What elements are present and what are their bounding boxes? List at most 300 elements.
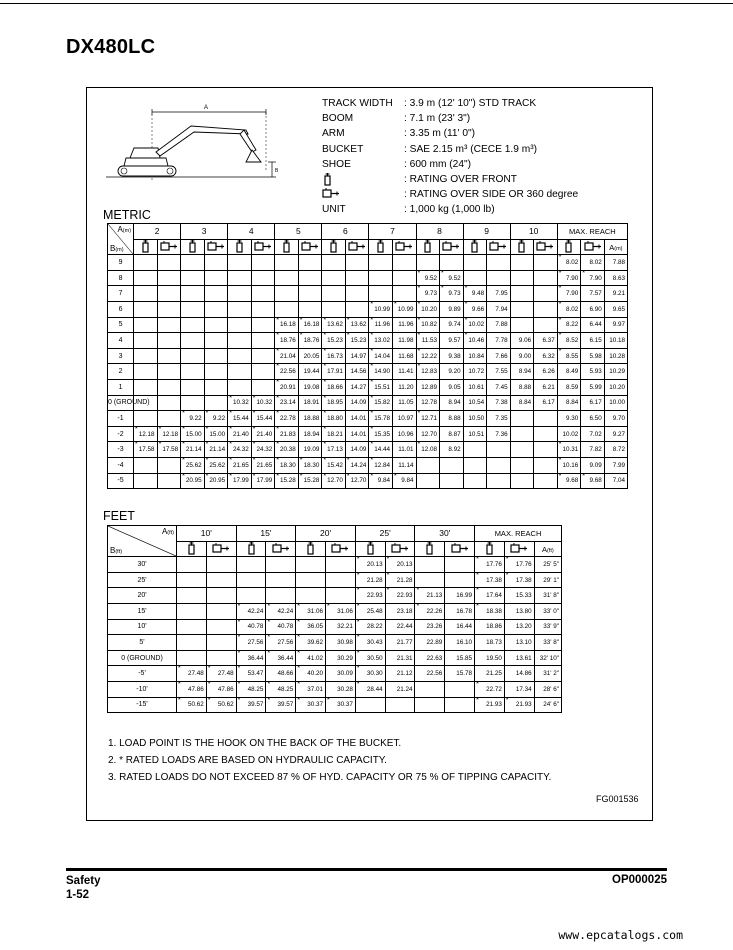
hydraulic-marker: * xyxy=(205,456,209,464)
load-cell xyxy=(385,588,415,604)
load-cell xyxy=(416,348,440,364)
load-cell xyxy=(322,411,346,427)
load-value: 14.09 xyxy=(350,399,367,407)
table-row xyxy=(108,666,562,682)
load-value: 9.09 xyxy=(589,461,602,469)
load-value: 10.16 xyxy=(562,461,579,469)
load-value: 13.62 xyxy=(327,321,343,329)
side-rating-icon xyxy=(536,241,554,252)
load-cell xyxy=(534,426,558,442)
hydraulic-marker: * xyxy=(276,410,279,418)
load-value: 19.50 xyxy=(486,654,502,662)
height-label: 30' xyxy=(108,557,177,573)
load-cell xyxy=(475,697,505,713)
load-cell xyxy=(134,426,158,442)
load-value: 15.00 xyxy=(185,430,202,438)
load-value: 9.27 xyxy=(612,430,625,438)
load-value: 10.31 xyxy=(562,446,579,454)
load-cell xyxy=(326,650,356,666)
load-cell xyxy=(134,348,158,364)
table-row xyxy=(108,681,562,697)
hydraulic-marker: * xyxy=(237,680,241,688)
load-cell xyxy=(345,411,369,427)
load-cell xyxy=(236,572,266,588)
load-cell xyxy=(440,379,464,395)
load-cell xyxy=(440,411,464,427)
height-label: 4 xyxy=(108,333,134,349)
hydraulic-marker: * xyxy=(276,456,279,464)
load-cell xyxy=(181,426,205,442)
load-cell xyxy=(345,442,369,458)
load-value: 24.32 xyxy=(256,446,273,454)
load-value: 9.20 xyxy=(448,368,461,376)
load-cell xyxy=(251,301,275,317)
a-axis-unit: (m) xyxy=(122,228,132,234)
load-cell xyxy=(510,473,534,489)
load-cell xyxy=(604,255,627,271)
hydraulic-marker: * xyxy=(323,378,327,386)
load-cell xyxy=(204,348,228,364)
load-value: 8.02 xyxy=(565,305,579,313)
reach-column-header: 25' xyxy=(355,526,415,542)
load-cell xyxy=(204,426,228,442)
load-value: 11.96 xyxy=(374,321,390,329)
load-value: 40.78 xyxy=(247,623,264,631)
hydraulic-marker: * xyxy=(393,300,397,308)
load-value: 32' 10" xyxy=(539,654,559,662)
load-cell xyxy=(251,379,275,395)
hydraulic-marker: * xyxy=(299,456,303,464)
hydraulic-marker: * xyxy=(346,332,350,340)
load-cell xyxy=(204,395,228,411)
hydraulic-marker: * xyxy=(205,472,209,480)
load-value: 16.18 xyxy=(280,321,296,329)
spec-row xyxy=(322,158,578,173)
table-row xyxy=(108,411,628,427)
load-cell xyxy=(322,473,346,489)
load-cell xyxy=(345,348,369,364)
load-cell xyxy=(345,379,369,395)
load-cell xyxy=(181,333,205,349)
load-value: 28.22 xyxy=(366,623,383,631)
load-cell xyxy=(475,572,505,588)
load-cell xyxy=(266,588,296,604)
load-value: 17.13 xyxy=(327,446,343,454)
side-rating-cell xyxy=(581,239,605,255)
load-cell xyxy=(157,473,181,489)
load-cell xyxy=(326,588,356,604)
load-value: 33' 9" xyxy=(543,623,559,631)
load-cell xyxy=(504,619,534,635)
load-cell xyxy=(416,395,440,411)
hydraulic-marker: * xyxy=(386,571,390,579)
hydraulic-marker: * xyxy=(370,472,374,480)
load-cell xyxy=(534,379,558,395)
hydraulic-marker: * xyxy=(441,269,444,277)
notes xyxy=(108,736,551,786)
load-value: 16.99 xyxy=(456,592,473,600)
spec-label: BOOM xyxy=(322,113,354,125)
load-cell xyxy=(463,411,487,427)
load-cell xyxy=(463,364,487,380)
hydraulic-marker: * xyxy=(370,332,374,340)
load-value: 9.22 xyxy=(212,414,226,422)
load-cell xyxy=(463,395,487,411)
load-value: 23.14 xyxy=(280,399,296,407)
hydraulic-marker: * xyxy=(370,316,374,324)
side-rating-cell xyxy=(298,239,322,255)
load-cell xyxy=(251,442,275,458)
front-rating-cell xyxy=(557,239,581,255)
load-value: 11.68 xyxy=(398,352,414,360)
load-value: 8.88 xyxy=(448,414,461,422)
reach-column-header: 9 xyxy=(463,224,510,240)
load-value: 10.84 xyxy=(468,352,485,360)
load-cell xyxy=(355,650,385,666)
load-value: 8.59 xyxy=(565,383,579,391)
load-value: 10.29 xyxy=(609,368,625,376)
load-value: 6.50 xyxy=(589,414,602,422)
hydraulic-marker: * xyxy=(558,316,562,324)
height-label: 7 xyxy=(108,286,134,302)
b-dimension-label: B xyxy=(275,168,279,174)
table-row xyxy=(108,650,562,666)
load-value: 22.44 xyxy=(396,623,413,631)
load-value: 33' 0" xyxy=(543,607,559,615)
load-cell xyxy=(416,457,440,473)
watermark: www.epcatalogs.com xyxy=(558,928,683,942)
load-cell xyxy=(392,442,416,458)
load-value: 9.21 xyxy=(612,290,625,298)
load-cell xyxy=(463,255,487,271)
load-cell xyxy=(355,635,385,651)
side-rating-cell xyxy=(504,541,534,557)
load-value: 27.48 xyxy=(188,670,204,678)
load-cell xyxy=(298,395,322,411)
load-value: 8.52 xyxy=(565,336,579,344)
height-label: 8 xyxy=(108,270,134,286)
load-cell xyxy=(581,317,605,333)
load-value: 7.38 xyxy=(495,399,508,407)
load-value: 14.01 xyxy=(350,414,367,422)
load-value: 7.35 xyxy=(495,414,508,422)
load-value: 53.47 xyxy=(247,670,264,678)
load-value: 20.13 xyxy=(366,560,383,568)
load-cell xyxy=(236,635,266,651)
load-value: 9.38 xyxy=(448,352,461,360)
load-value: 17.64 xyxy=(486,592,502,600)
hydraulic-marker: * xyxy=(229,456,232,464)
a-axis-text: A xyxy=(161,527,168,536)
load-cell xyxy=(463,286,487,302)
load-cell xyxy=(298,473,322,489)
load-cell xyxy=(236,557,266,573)
load-cell xyxy=(487,442,511,458)
hydraulic-marker: * xyxy=(505,696,509,704)
a-axis-text: A xyxy=(117,225,123,234)
front-rating-cell xyxy=(236,541,266,557)
max-reach-header: MAX. REACH xyxy=(475,526,562,542)
load-value: 42.24 xyxy=(247,607,264,615)
load-cell xyxy=(557,411,581,427)
load-cell xyxy=(557,364,581,380)
load-cell xyxy=(275,301,299,317)
load-cell xyxy=(445,697,475,713)
load-cell xyxy=(157,333,181,349)
load-cell xyxy=(322,457,346,473)
note-3: 3. RATED LOADS DO NOT EXCEED 87 % OF HYD. CAPACITY OR 75 % OF TIPPING CAPACITY. xyxy=(108,771,552,783)
load-cell xyxy=(296,635,326,651)
load-cell xyxy=(322,364,346,380)
load-cell xyxy=(475,619,505,635)
hydraulic-marker: * xyxy=(416,602,420,610)
load-cell xyxy=(206,681,236,697)
load-value: 23.26 xyxy=(426,623,443,631)
load-cell xyxy=(504,650,534,666)
load-cell xyxy=(134,255,158,271)
hydraulic-marker: * xyxy=(558,254,562,262)
load-cell xyxy=(296,572,326,588)
load-cell xyxy=(298,379,322,395)
load-value: 21.65 xyxy=(256,461,273,469)
hydraulic-marker: * xyxy=(297,602,300,610)
spec-row xyxy=(322,173,578,188)
table-row xyxy=(108,588,562,604)
feet-title: FEET xyxy=(103,509,135,523)
front-rating-cell xyxy=(475,541,505,557)
load-cell xyxy=(445,619,475,635)
hydraulic-marker: * xyxy=(267,618,271,626)
load-cell xyxy=(534,557,561,573)
load-cell xyxy=(157,301,181,317)
note-2: 2. * RATED LOADS ARE BASED ON HYDRAULIC CAPACITY. xyxy=(108,754,387,766)
load-value: 15.82 xyxy=(374,399,390,407)
hydraulic-marker: * xyxy=(252,456,256,464)
load-value: 6.90 xyxy=(589,305,602,313)
load-value: 7.57 xyxy=(589,290,602,298)
load-cell xyxy=(181,348,205,364)
load-cell xyxy=(510,348,534,364)
load-cell xyxy=(581,457,605,473)
load-value: 13.80 xyxy=(515,607,532,615)
load-cell xyxy=(251,348,275,364)
load-value: 15.78 xyxy=(374,414,390,422)
load-cell xyxy=(369,317,393,333)
load-cell xyxy=(251,333,275,349)
load-value: 10.61 xyxy=(468,383,485,391)
load-cell xyxy=(510,286,534,302)
b-axis-text: B xyxy=(110,244,116,254)
front-rating-cell xyxy=(463,239,487,255)
load-value: 10.97 xyxy=(397,414,414,422)
spec-value: : RATING OVER FRONT xyxy=(404,173,518,185)
load-cell xyxy=(251,286,275,302)
load-cell xyxy=(204,442,228,458)
side-rating-icon xyxy=(395,241,413,252)
load-value: 9.52 xyxy=(424,274,438,282)
load-cell xyxy=(581,379,605,395)
load-cell xyxy=(604,286,627,302)
reach-distance-header xyxy=(604,239,627,255)
load-value: 7.90 xyxy=(589,274,602,282)
load-cell xyxy=(204,411,228,427)
hydraulic-marker: * xyxy=(356,634,360,642)
front-rating-cell xyxy=(415,541,445,557)
table-row xyxy=(108,301,628,317)
reach-column-header: 10 xyxy=(510,224,557,240)
reach-column-header: 15' xyxy=(236,526,296,542)
front-rating-icon xyxy=(375,240,386,253)
load-value: 20.91 xyxy=(280,383,296,391)
load-cell xyxy=(134,317,158,333)
load-value: 10.82 xyxy=(421,321,438,329)
load-cell xyxy=(415,588,445,604)
load-cell xyxy=(557,286,581,302)
load-cell xyxy=(296,588,326,604)
load-value: 12.89 xyxy=(421,383,438,391)
front-rating-icon xyxy=(246,542,257,555)
load-value: 10.46 xyxy=(468,336,485,344)
load-cell xyxy=(296,681,326,697)
hydraulic-marker: * xyxy=(327,696,330,704)
height-label: 6 xyxy=(108,301,134,317)
table-row xyxy=(108,457,628,473)
table-row xyxy=(108,603,562,619)
load-cell xyxy=(345,457,369,473)
load-cell xyxy=(177,619,207,635)
side-rating-icon xyxy=(254,241,272,252)
load-cell xyxy=(487,473,511,489)
table-row xyxy=(108,473,628,489)
load-cell xyxy=(322,270,346,286)
load-value: 20.05 xyxy=(303,352,320,360)
height-label: -1 xyxy=(108,411,134,427)
figure-id: FG001536 xyxy=(596,794,639,804)
load-value: 18.76 xyxy=(280,336,296,344)
reach-distance-text: A xyxy=(609,242,615,252)
load-cell xyxy=(369,379,393,395)
load-value: 48.25 xyxy=(247,685,264,693)
load-value: 39.57 xyxy=(277,701,294,709)
side-rating-cell xyxy=(204,239,228,255)
load-cell xyxy=(322,395,346,411)
front-rating-icon xyxy=(516,240,527,253)
load-value: 9.30 xyxy=(565,414,579,422)
load-cell xyxy=(228,457,252,473)
load-value: 22.63 xyxy=(426,654,443,662)
load-cell xyxy=(134,333,158,349)
hydraulic-marker: * xyxy=(370,394,374,402)
load-value: 40.20 xyxy=(307,670,324,678)
hydraulic-marker: * xyxy=(297,696,300,704)
load-value: 10.51 xyxy=(468,430,485,438)
load-cell xyxy=(275,317,299,333)
load-cell xyxy=(298,286,322,302)
load-cell xyxy=(266,572,296,588)
load-cell xyxy=(504,572,534,588)
height-label: 5' xyxy=(108,635,177,651)
load-value: 7.66 xyxy=(495,352,508,360)
load-value: 50.62 xyxy=(217,701,234,709)
hydraulic-marker: * xyxy=(356,587,360,595)
load-cell xyxy=(275,379,299,395)
load-value: 21.65 xyxy=(232,461,249,469)
load-value: 9.73 xyxy=(448,290,461,298)
load-cell xyxy=(581,395,605,411)
load-cell xyxy=(534,255,558,271)
load-value: 22.56 xyxy=(426,670,443,678)
load-cell xyxy=(557,255,581,271)
hydraulic-marker: * xyxy=(158,441,162,449)
hydraulic-marker: * xyxy=(299,472,303,480)
hydraulic-marker: * xyxy=(417,285,421,293)
hydraulic-marker: * xyxy=(323,472,327,480)
table-row xyxy=(108,333,628,349)
front-rating-cell xyxy=(181,239,205,255)
side-rating-icon xyxy=(442,241,460,252)
load-cell xyxy=(236,697,266,713)
load-cell xyxy=(298,270,322,286)
spec-label: TRACK WIDTH xyxy=(322,98,393,109)
load-cell xyxy=(534,697,561,713)
a-axis-label xyxy=(117,225,131,234)
hydraulic-marker: * xyxy=(346,456,350,464)
load-cell xyxy=(298,426,322,442)
load-value: 22.93 xyxy=(396,592,413,600)
hydraulic-marker: * xyxy=(356,665,360,673)
hydraulic-marker: * xyxy=(297,649,300,657)
hydraulic-marker: * xyxy=(323,316,327,324)
load-cell xyxy=(206,572,236,588)
load-value: 18.76 xyxy=(303,336,320,344)
hydraulic-marker: * xyxy=(237,649,241,657)
hydraulic-marker: * xyxy=(237,696,241,704)
load-cell xyxy=(440,255,464,271)
load-cell xyxy=(534,681,561,697)
load-value: 10.18 xyxy=(609,336,625,344)
hydraulic-marker: * xyxy=(505,571,509,579)
hydraulic-marker: * xyxy=(299,316,303,324)
load-value: 6.17 xyxy=(589,399,602,407)
hydraulic-marker: * xyxy=(276,425,279,433)
load-cell xyxy=(326,557,356,573)
load-cell xyxy=(487,301,511,317)
load-value: 14.27 xyxy=(350,383,367,391)
load-cell xyxy=(463,379,487,395)
load-value: 8.88 xyxy=(518,383,532,391)
hydraulic-marker: * xyxy=(267,649,271,657)
load-value: 21.14 xyxy=(185,446,202,454)
load-value: 17.99 xyxy=(256,477,273,485)
load-value: 27.48 xyxy=(217,670,234,678)
height-label: 25' xyxy=(108,572,177,588)
load-cell xyxy=(487,379,511,395)
load-cell xyxy=(440,301,464,317)
spec-value: : 3.35 m (11' 0") xyxy=(404,128,476,140)
load-cell xyxy=(157,379,181,395)
load-value: 10.99 xyxy=(397,305,414,313)
front-rating-cell xyxy=(177,541,207,557)
load-value: 36.44 xyxy=(277,654,294,662)
load-cell xyxy=(504,588,534,604)
load-value: 16.10 xyxy=(456,638,473,646)
reach-distance-header xyxy=(534,541,561,557)
load-cell xyxy=(266,666,296,682)
load-cell xyxy=(181,442,205,458)
metric-title: METRIC xyxy=(103,208,151,222)
load-cell xyxy=(134,270,158,286)
front-rating-icon xyxy=(322,173,333,186)
